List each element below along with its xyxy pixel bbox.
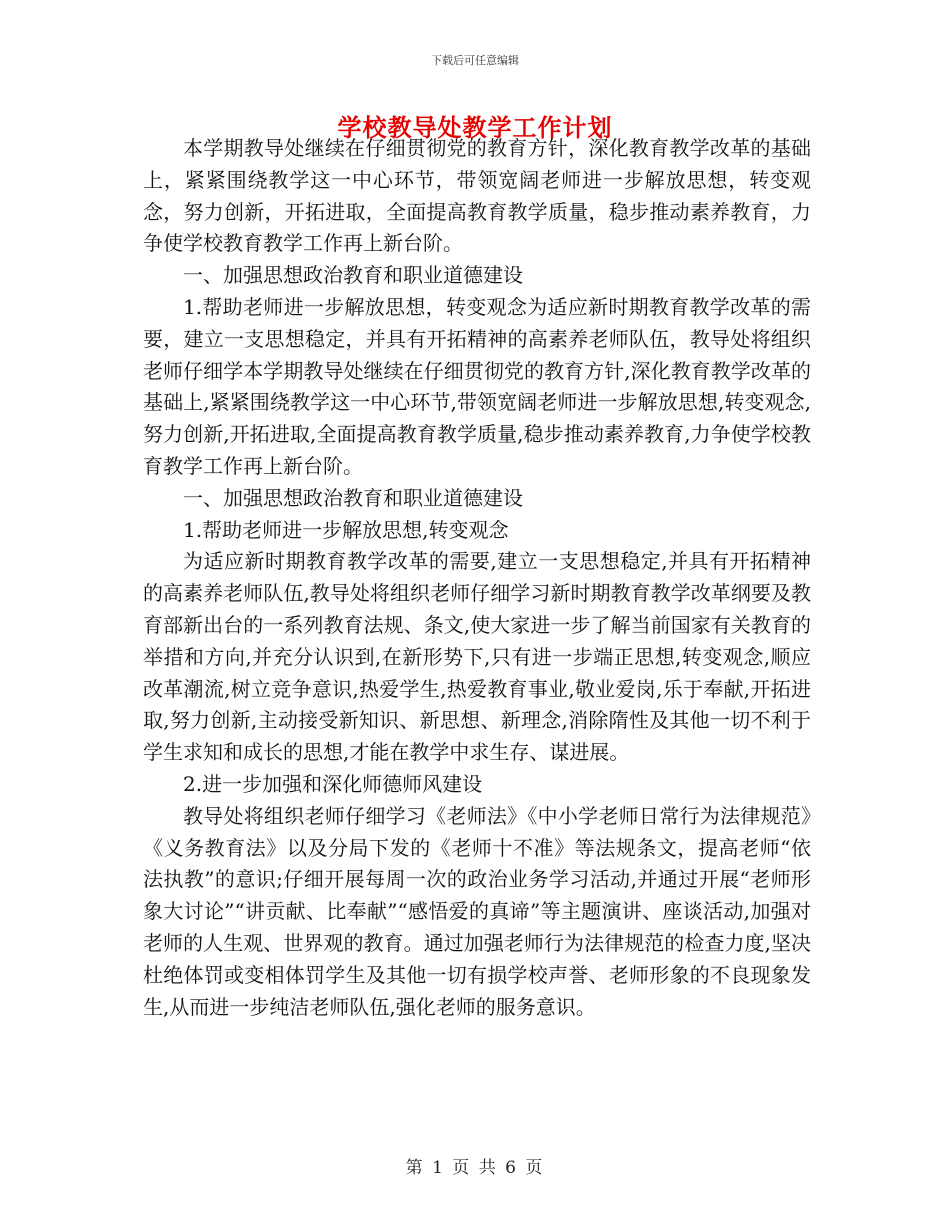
section-heading-1: 一、加强思想政治教育和职业道德建设 bbox=[183, 263, 523, 288]
paragraph-2: 为适应新时期教育教学改革的需要,建立一支思想稳定,并具有开拓精神的高素养老师队伍,教导处将组织老师仔细学习新时期教育教学改革纲要及教育部新出台的一系列教育法规、条文,使大家进一步了解当前国家有关教育的举措和方向,并充分认识到,在新形势下,只有进一步端正思想,转变观念,顺应改革潮流,树立竞争意识,热爱学生,热爱教育事业,敬业爱岗,乐于奉献,开拓进取,努力创新,主动接受新知识、新思想、新理念,消除隋性及其他一切不利于学生求知和成长的思想,才能在教学中求生存、谋进展。 bbox=[143, 549, 811, 765]
document-body bbox=[143, 133, 811, 1023]
subheading-2: 2.进一步加强和深化师德师风建设 bbox=[183, 771, 483, 796]
subheading-1: 1.帮助老师进一步解放思想,转变观念 bbox=[183, 517, 509, 542]
paragraph-3: 教导处将组织老师仔细学习《老师法》《中小学老师日常行为法律规范》《义务教育法》以及分局下发的《老师十不准》等法规条文，提高老师“依法执教”的意识;仔细开展每周一次的政治业务学习活动,并通过开展“老师形象大讨论”“讲贡献、比奉献”“感悟爱的真谛”等主题演讲、座谈活动,加强对老师的人生观、世界观的教育。通过加强老师行为法律规范的检查力度,坚决杜绝体罚或变相体罚学生及其他一切有损学校声誉、老师形象的不良现象发生,从而进一步纯洁老师队伍,强化老师的服务意识。 bbox=[143, 803, 811, 1019]
header-note: 下载后可任意编辑 bbox=[431, 54, 519, 67]
section-heading-1-repeat: 一、加强思想政治教育和职业道德建设 bbox=[183, 485, 523, 510]
paragraph-1: 1.帮助老师进一步解放思想，转变观念为适应新时期教育教学改革的需要，建立一支思想稳定，并具有开拓精神的高素养老师队伍，教导处将组织老师仔细学本学期教导处继续在仔细贯彻党的教育方针,深化教育教学改革的基础上,紧紧围绕教学这一中心环节,带领宽阔老师进一步解放思想,转变观念,努力创新,开拓进取,全面提高教育教学质量,稳步推动素养教育,力争使学校教育教学工作再上新台阶。 bbox=[143, 294, 811, 478]
document-title: 学校教导处教学工作计划 bbox=[337, 113, 613, 142]
page-number: 第 1 页 共 6 页 bbox=[405, 1158, 545, 1178]
paragraph-intro: 本学期教导处继续在仔细贯彻党的教育方针，深化教育教学改革的基础上，紧紧围绕教学这一中心环节，带领宽阔老师进一步解放思想，转变观念，努力创新，开拓进取，全面提高教育教学质量，稳步推动素养教育，力争使学校教育教学工作再上新台阶。 bbox=[143, 136, 811, 256]
